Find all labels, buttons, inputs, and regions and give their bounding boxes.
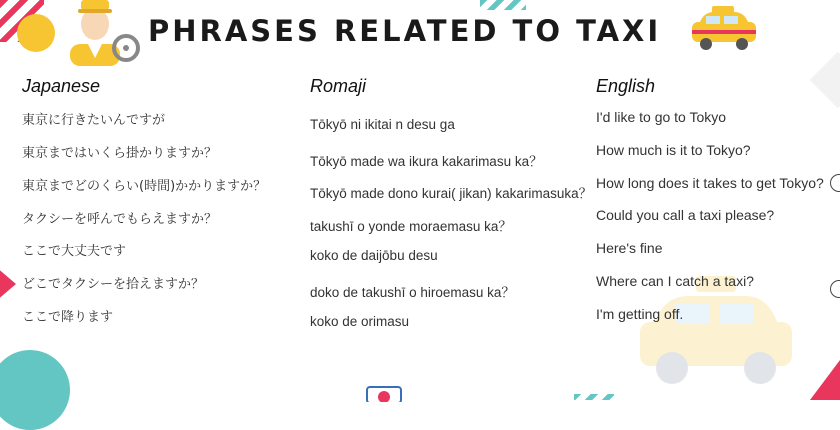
romaji-phrase: doko de takushī o hiroemasu ka？ bbox=[310, 285, 515, 300]
japanese-column-header: Japanese bbox=[22, 76, 101, 96]
japanese-phrase: ここで大丈夫です bbox=[22, 244, 127, 259]
romaji-phrase: koko de orimasu bbox=[310, 314, 410, 329]
english-phrase: I'm getting off. bbox=[596, 306, 684, 322]
romaji-phrase: takushī o yonde moraemasu ka？ bbox=[310, 219, 512, 234]
bottom-left-teal-circle-decoration bbox=[0, 350, 70, 430]
left-pink-triangle-decoration bbox=[0, 250, 16, 318]
english-phrase: Here's fine bbox=[596, 240, 663, 256]
romaji-phrase: Tōkyō made wa ikura kakarimasu ka？ bbox=[310, 154, 543, 169]
english-column-header: English bbox=[596, 76, 656, 96]
japanese-phrase: 東京まではいくら掛かりますか？ bbox=[22, 146, 218, 161]
japanese-phrase: どこでタクシーを拾えますか？ bbox=[22, 277, 205, 292]
page-title: PHRASES RELATED TO TAXI bbox=[148, 14, 662, 48]
english-phrase: How long does it takes to get Tokyo? bbox=[596, 175, 824, 191]
top-teal-stripes-decoration bbox=[480, 0, 526, 10]
yellow-circle-decoration bbox=[17, 14, 55, 52]
bottom-right-pink-triangle-decoration bbox=[810, 360, 840, 400]
taxi-watermark-icon bbox=[636, 276, 796, 390]
english-phrase: Where can I catch a taxi? bbox=[596, 273, 754, 289]
taxi-car-icon bbox=[688, 4, 760, 52]
taxi-driver-icon bbox=[66, 0, 148, 66]
japanese-phrase: 東京までどのくらい(時間)かかりますか？ bbox=[22, 179, 267, 194]
romaji-phrase: koko de daijōbu desu bbox=[310, 248, 438, 263]
english-phrase: I'd like to go to Tokyo bbox=[596, 109, 727, 125]
romaji-phrase: Tōkyō ni ikitai n desu ga bbox=[310, 117, 455, 132]
english-phrase: How much is it to Tokyo? bbox=[596, 142, 751, 158]
right-pink-shape-decoration bbox=[810, 52, 840, 109]
right-circle-decoration bbox=[830, 174, 840, 192]
japanese-phrase: タクシーを呼んでもらえますか？ bbox=[22, 212, 218, 227]
right-circle-decoration-2 bbox=[830, 280, 840, 298]
japanese-phrase: 東京に行きたいんですが bbox=[22, 113, 166, 128]
romaji-phrase: Tōkyō made dono kurai( jikan) kakarimasuka？ bbox=[310, 186, 593, 201]
japanese-phrase: ここで降ります bbox=[22, 310, 114, 325]
bottom-teal-dashes-decoration bbox=[574, 394, 614, 400]
romaji-column-header: Romaji bbox=[310, 76, 367, 96]
english-phrase: Could you call a taxi please? bbox=[596, 207, 775, 223]
